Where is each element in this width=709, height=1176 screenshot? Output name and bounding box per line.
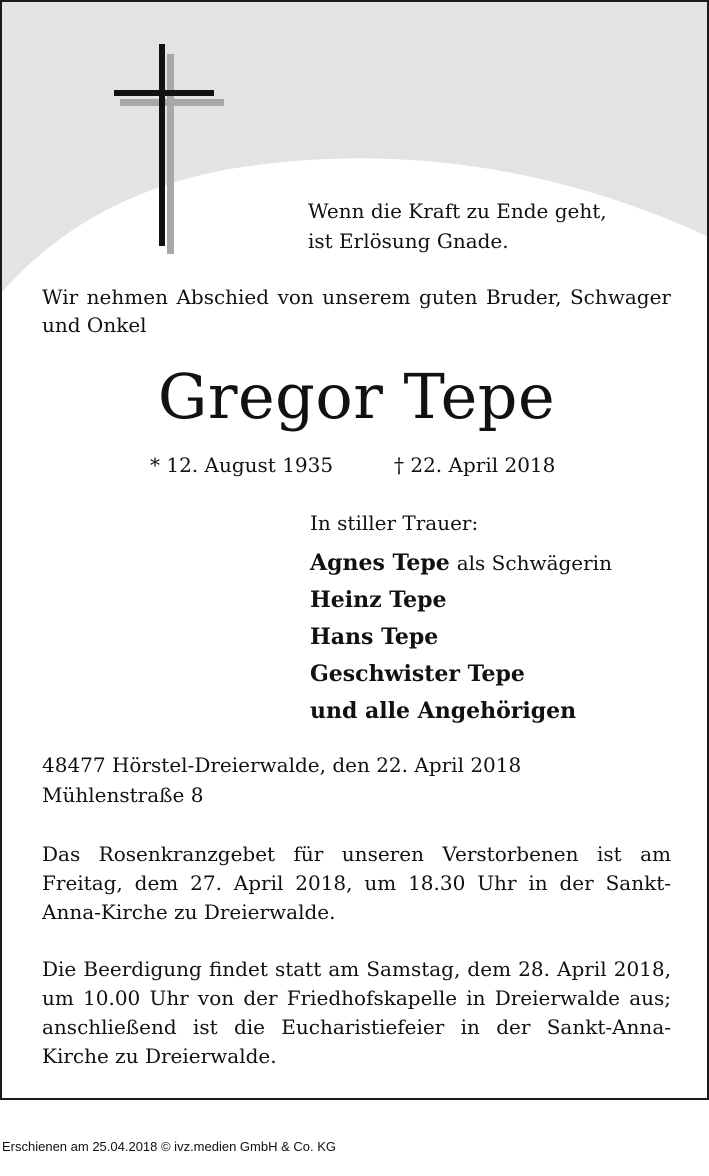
mourner-entry	[310, 545, 612, 582]
motto-line-2: ist Erlösung Gnade.	[308, 229, 509, 253]
motto-line-1: Wenn die Kraft zu Ende geht,	[308, 199, 607, 223]
death-date: † 22. April 2018	[394, 453, 556, 477]
mourner-entry	[310, 619, 612, 656]
birth-date: * 12. August 1935	[150, 453, 334, 477]
mourning-lead: In stiller Trauer:	[310, 511, 479, 535]
mourner-entry	[310, 693, 612, 730]
intro-paragraph: Wir nehmen Abschied von unserem guten Bruder, Schwager und Onkel	[42, 285, 671, 337]
deceased-name: Gregor Tepe	[157, 360, 556, 433]
mourner-name: Geschwister Tepe	[310, 661, 525, 687]
address-line: Mühlenstraße 8	[42, 783, 204, 807]
mourner-entry	[310, 656, 612, 693]
mourner-entry	[310, 582, 612, 619]
intro-text	[42, 283, 671, 339]
motto-quote	[308, 196, 607, 256]
latin-cross-icon	[2, 2, 242, 262]
mourner-name: und alle Angehörigen	[310, 698, 577, 724]
funeral-paragraph: Die Beerdigung findet statt am Samstag, dem 28. April 2018, um 10.00 Uhr von der Friedhofskapelle in Dreierwalde aus; anschließend ist die Eucharistiefeier in der Sankt-Anna-Kirche zu Dreierwalde.	[42, 957, 671, 1068]
place-date-line: 48477 Hörstel-Dreierwalde, den 22. April 2018	[42, 753, 522, 777]
mourner-relation: als Schwägerin	[456, 551, 612, 575]
publication-footer: Erschienen am 25.04.2018 © ivz.medien GmbH & Co. KG	[2, 1139, 337, 1154]
mourner-name: Agnes Tepe	[310, 550, 450, 576]
mourner-name: Heinz Tepe	[310, 587, 447, 613]
mourner-name: Hans Tepe	[310, 624, 439, 650]
mourners-list	[310, 509, 612, 730]
place-and-address	[42, 750, 521, 810]
rosary-paragraph: Das Rosenkranzgebet für unseren Verstorbenen ist am Freitag, dem 27. April 2018, um 18.30 Uhr in der Sankt-Anna-Kirche zu Dreierwalde.	[42, 842, 671, 924]
